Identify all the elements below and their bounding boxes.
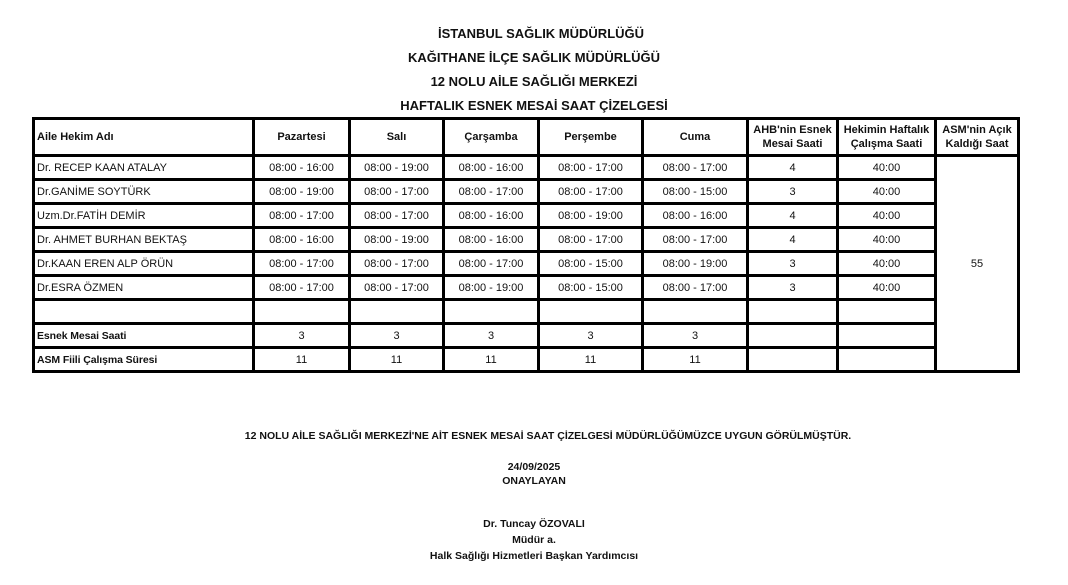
summary-label: Esnek Mesai Saati — [34, 324, 254, 348]
signer-title: Halk Sağlığı Hizmetleri Başkan Yardımcısı — [429, 550, 639, 562]
tuesday-hours: 08:00 - 17:00 — [350, 204, 444, 228]
monday-hours: 08:00 - 17:00 — [254, 252, 350, 276]
header-physician: Aile Hekim Adı — [34, 119, 254, 156]
thursday-hours: 08:00 - 17:00 — [539, 180, 643, 204]
summary-wednesday: 11 — [444, 348, 539, 372]
signer-role: Müdür a. — [512, 534, 556, 546]
empty-cell — [838, 300, 936, 324]
document-titles — [0, 22, 1068, 118]
approval-statement: 12 NOLU AİLE SAĞLIĞI MERKEZİ'NE AİT ESNEK MESAİ SAAT ÇİZELGESİ MÜDÜRLÜĞÜMÜZCE UYGUN GÖRÜLMÜŞTÜR. — [244, 430, 852, 442]
flex-hours: 4 — [748, 204, 838, 228]
wednesday-hours: 08:00 - 17:00 — [444, 252, 539, 276]
empty-cell — [254, 300, 350, 324]
empty-cell — [838, 348, 936, 372]
friday-hours: 08:00 - 17:00 — [643, 276, 748, 300]
flex-hours: 3 — [748, 252, 838, 276]
table-row — [34, 228, 1019, 252]
approved-by-label: ONAYLAYAN — [502, 475, 566, 487]
summary-monday: 3 — [254, 324, 350, 348]
summary-monday: 11 — [254, 348, 350, 372]
empty-cell — [748, 300, 838, 324]
empty-cell — [838, 324, 936, 348]
empty-cell — [748, 324, 838, 348]
physician-name: Dr.ESRA ÖZMEN — [34, 276, 254, 300]
physician-name: Dr. RECEP KAAN ATALAY — [34, 156, 254, 180]
tuesday-hours: 08:00 - 17:00 — [350, 276, 444, 300]
monday-hours: 08:00 - 17:00 — [254, 276, 350, 300]
weekly-hours: 40:00 — [838, 252, 936, 276]
empty-cell — [350, 300, 444, 324]
weekly-hours: 40:00 — [838, 276, 936, 300]
friday-hours: 08:00 - 15:00 — [643, 180, 748, 204]
header-row — [34, 119, 1019, 156]
thursday-hours: 08:00 - 15:00 — [539, 252, 643, 276]
empty-cell — [643, 300, 748, 324]
flex-hours: 4 — [748, 228, 838, 252]
summary-thursday: 11 — [539, 348, 643, 372]
title-district: KAĞITHANE İLÇE SAĞLIK MÜDÜRLÜĞÜ — [407, 50, 661, 65]
header-wednesday: Çarşamba — [444, 119, 539, 156]
header-tuesday: Salı — [350, 119, 444, 156]
friday-hours: 08:00 - 17:00 — [643, 228, 748, 252]
table-row — [34, 204, 1019, 228]
header-weekly-hours: Hekimin Haftalık Çalışma Saati — [838, 119, 936, 156]
title-directorate: İSTANBUL SAĞLIK MÜDÜRLÜĞÜ — [437, 26, 645, 41]
schedule-table — [32, 117, 1020, 373]
flex-hours: 3 — [748, 276, 838, 300]
summary-thursday: 3 — [539, 324, 643, 348]
header-asm-open-hours: ASM'nin Açık Kaldığı Saat — [936, 119, 1019, 156]
empty-cell — [444, 300, 539, 324]
empty-cell — [748, 348, 838, 372]
header-thursday: Perşembe — [539, 119, 643, 156]
summary-friday: 3 — [643, 324, 748, 348]
wednesday-hours: 08:00 - 16:00 — [444, 228, 539, 252]
wednesday-hours: 08:00 - 17:00 — [444, 180, 539, 204]
table-row — [34, 276, 1019, 300]
table-row — [34, 156, 1019, 180]
empty-cell — [539, 300, 643, 324]
title-center: 12 NOLU AİLE SAĞLIĞI MERKEZİ — [430, 74, 638, 89]
physician-name: Dr.KAAN EREN ALP ÖRÜN — [34, 252, 254, 276]
header-flex-hours: AHB'nin Esnek Mesai Saati — [748, 119, 838, 156]
monday-hours: 08:00 - 16:00 — [254, 156, 350, 180]
friday-hours: 08:00 - 19:00 — [643, 252, 748, 276]
thursday-hours: 08:00 - 17:00 — [539, 228, 643, 252]
summary-tuesday: 3 — [350, 324, 444, 348]
physician-name: Dr.GANİME SOYTÜRK — [34, 180, 254, 204]
tuesday-hours: 08:00 - 17:00 — [350, 180, 444, 204]
monday-hours: 08:00 - 17:00 — [254, 204, 350, 228]
weekly-hours: 40:00 — [838, 156, 936, 180]
empty-row — [34, 300, 1019, 324]
thursday-hours: 08:00 - 15:00 — [539, 276, 643, 300]
table-row — [34, 252, 1019, 276]
asm-open-hours: 55 — [936, 156, 1019, 372]
summary-wednesday: 3 — [444, 324, 539, 348]
weekly-hours: 40:00 — [838, 180, 936, 204]
tuesday-hours: 08:00 - 17:00 — [350, 252, 444, 276]
summary-row-flex-hours — [34, 324, 1019, 348]
friday-hours: 08:00 - 16:00 — [643, 204, 748, 228]
physician-name: Uzm.Dr.FATİH DEMİR — [34, 204, 254, 228]
wednesday-hours: 08:00 - 16:00 — [444, 156, 539, 180]
friday-hours: 08:00 - 17:00 — [643, 156, 748, 180]
header-monday: Pazartesi — [254, 119, 350, 156]
wednesday-hours: 08:00 - 19:00 — [444, 276, 539, 300]
monday-hours: 08:00 - 19:00 — [254, 180, 350, 204]
approval-date: 24/09/2025 — [507, 461, 561, 473]
summary-row-actual-hours — [34, 348, 1019, 372]
thursday-hours: 08:00 - 17:00 — [539, 156, 643, 180]
flex-hours: 3 — [748, 180, 838, 204]
signer-name: Dr. Tuncay ÖZOVALI — [483, 518, 585, 530]
summary-tuesday: 11 — [350, 348, 444, 372]
weekly-hours: 40:00 — [838, 204, 936, 228]
thursday-hours: 08:00 - 19:00 — [539, 204, 643, 228]
summary-label: ASM Fiili Çalışma Süresi — [34, 348, 254, 372]
summary-friday: 11 — [643, 348, 748, 372]
title-schedule: HAFTALIK ESNEK MESAİ SAAT ÇİZELGESİ — [400, 98, 668, 113]
flex-hours: 4 — [748, 156, 838, 180]
monday-hours: 08:00 - 16:00 — [254, 228, 350, 252]
physician-name: Dr. AHMET BURHAN BEKTAŞ — [34, 228, 254, 252]
tuesday-hours: 08:00 - 19:00 — [350, 156, 444, 180]
header-friday: Cuma — [643, 119, 748, 156]
wednesday-hours: 08:00 - 16:00 — [444, 204, 539, 228]
weekly-hours: 40:00 — [838, 228, 936, 252]
tuesday-hours: 08:00 - 19:00 — [350, 228, 444, 252]
table-row — [34, 180, 1019, 204]
empty-cell — [34, 300, 254, 324]
